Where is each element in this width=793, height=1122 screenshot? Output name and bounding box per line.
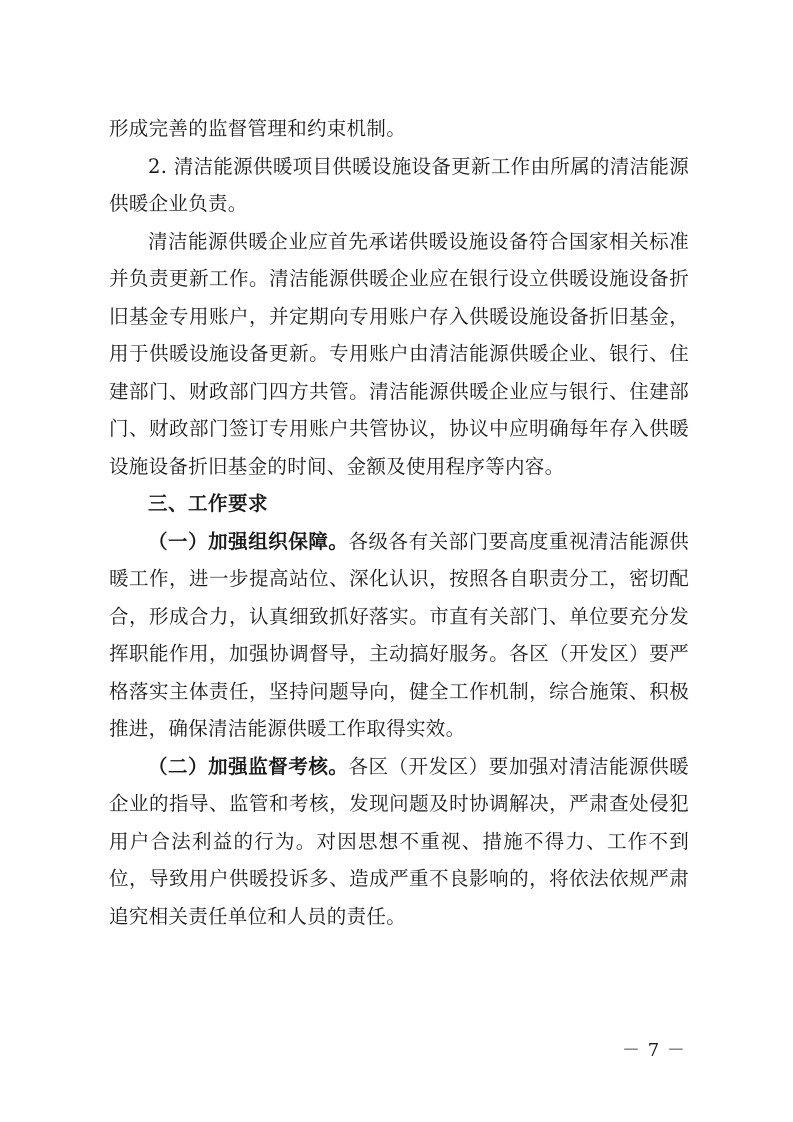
paragraph-text: 各级各有关部门要高度重视清洁能源供暖工作，进一步提高站位、深化认识，按照各自职责分工，密切配合，形成合力，认真细致抓好落实。市直有关部门、单位要充分发挥职能作用，加强协调督导，主动搞好服务。各区（开发区）要严格落实主体责任，坚持问题导向，健全工作机制，综合施策、积极推进，确保清洁能源供暖工作取得实效。 [109, 529, 689, 740]
heading-text: 三、工作要求 [148, 492, 269, 515]
paragraph-supervision-assessment [109, 748, 689, 936]
document-body [109, 110, 689, 935]
paragraph-depreciation-fund [109, 223, 689, 486]
paragraph-text: 清洁能源供暖企业应首先承诺供暖设施设备符合国家相关标准并负责更新工作。清洁能源供暖企业应在银行设立供暖设施设备折旧基金专用账户，并定期向专用账户存入供暖设施设备折旧基金，用于供暖设施设备更新。专用账户由清洁能源供暖企业、银行、住建部门、财政部门四方共管。清洁能源供暖企业应与银行、住建部门、财政部门签订专用账户共管协议，协议中应明确每年存入供暖设施设备折旧基金的时间、金额及使用程序等内容。 [109, 229, 689, 478]
paragraph-lead: （一）加强组织保障。 [148, 529, 349, 553]
paragraph-continuation [109, 110, 689, 148]
page-number: － 7 － [622, 1040, 686, 1061]
paragraph-text: 各区（开发区）要加强对清洁能源供暖企业的指导、监管和考核，发现问题及时协调解决，严肃查处侵犯用户合法利益的行为。对因思想不重视、措施不得力、工作不到位，导致用户供暖投诉多、造成严重不良影响的，将依法依规严肃追究相关责任单位和人员的责任。 [109, 754, 689, 928]
section-heading-work-requirements [109, 485, 689, 523]
paragraph-lead: （二）加强监督考核。 [148, 754, 349, 778]
paragraph-text: 形成完善的监督管理和约束机制。 [109, 117, 407, 140]
paragraph-text: 2. 清洁能源供暖项目供暖设施设备更新工作由所属的清洁能源供暖企业负责。 [109, 154, 689, 215]
paragraph-item-2 [109, 148, 689, 223]
paragraph-organization-guarantee [109, 523, 689, 748]
